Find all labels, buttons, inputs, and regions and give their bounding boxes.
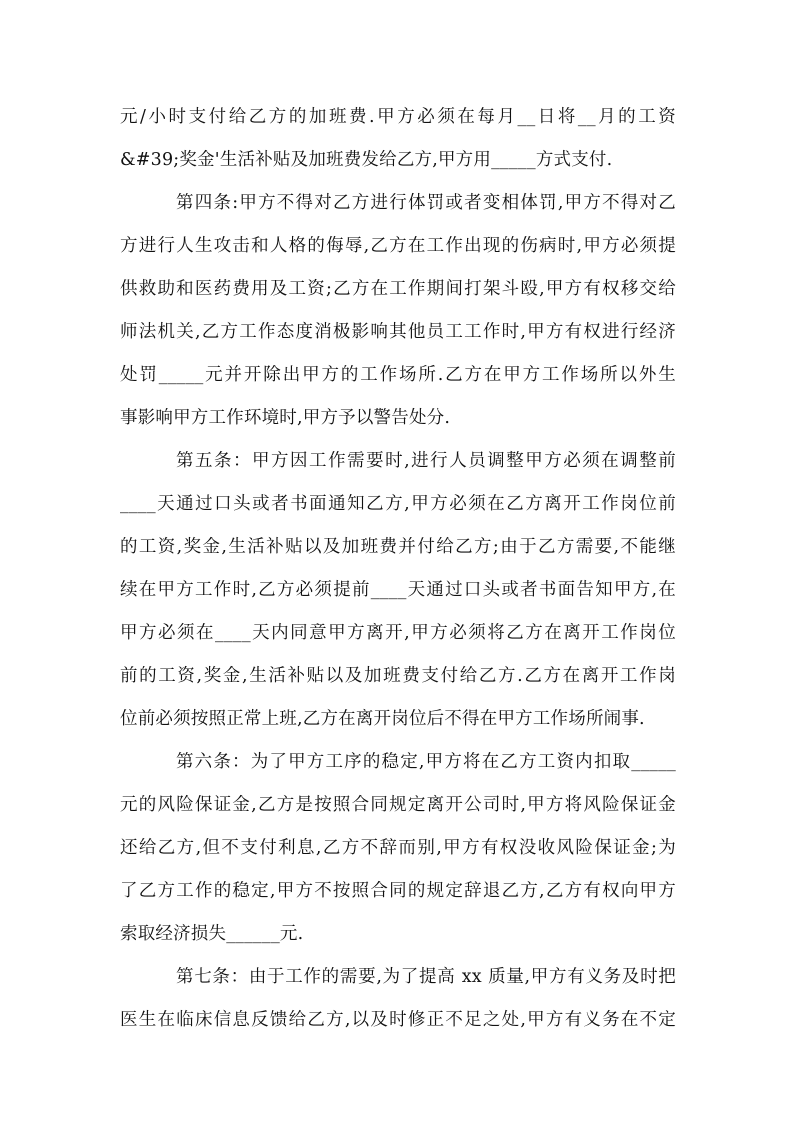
text-line: 元的风险保证金,乙方是按照合同规定离开公司时,甲方将风险保证金 xyxy=(120,795,676,815)
text-line: ____天通过口头或者书面通知乙方,甲方必须在乙方离开工作岗位前 xyxy=(120,494,676,514)
text-line: 位前必须按照正常上班,乙方在离开岗位后不得在甲方工作场所闹事. xyxy=(120,709,645,729)
text-line: 还给乙方,但不支付利息,乙方不辞而别,甲方有权没收风险保证金;为 xyxy=(120,838,676,858)
article-6-heading-line: 第六条：为了甲方工序的稳定,甲方将在乙方工资内扣取_____ xyxy=(176,752,676,772)
article-4-heading-line: 第四条:甲方不得对乙方进行体罚或者变相体罚,甲方不得对乙 xyxy=(176,193,676,213)
text-line: 元/小时支付给乙方的加班费.甲方必须在每月__日将__月的工资 xyxy=(120,107,676,127)
text-line: 前的工资,奖金,生活补贴以及加班费支付给乙方.乙方在离开工作岗 xyxy=(120,666,676,686)
text-line: 事影响甲方工作环境时,甲方予以警告处分. xyxy=(120,408,451,428)
text-line: &#39;奖金'生活补贴及加班费发给乙方,甲方用_____方式支付. xyxy=(120,150,613,170)
text-line: 师法机关,乙方工作态度消极影响其他员工工作时,甲方有权进行经济 xyxy=(120,322,676,342)
text-line: 方进行人生攻击和人格的侮辱,乙方在工作出现的伤病时,甲方必须提 xyxy=(120,236,676,256)
text-line: 的工资,奖金,生活补贴以及加班费并付给乙方;由于乙方需要,不能继 xyxy=(120,537,676,557)
text-line: 索取经济损失______元. xyxy=(120,924,304,944)
text-line: 供救助和医药费用及工资;乙方在工作期间打架斗殴,甲方有权移交给 xyxy=(120,279,676,299)
text-line: 甲方必须在____天内同意甲方离开,甲方必须将乙方在离开工作岗位 xyxy=(120,623,676,643)
text-line: 医生在临床信息反馈给乙方,以及时修正不足之处,甲方有义务在不定 xyxy=(120,1010,676,1030)
text-line: 了乙方工作的稳定,甲方不按照合同的规定辞退乙方,乙方有权向甲方 xyxy=(120,881,676,901)
article-7-heading-line: 第七条：由于工作的需要,为了提高 xx 质量,甲方有义务及时把 xyxy=(176,967,676,987)
text-line: 处罚_____元并开除出甲方的工作场所.乙方在甲方工作场所以外生 xyxy=(120,365,676,385)
text-line: 续在甲方工作时,乙方必须提前____天通过口头或者书面告知甲方,在 xyxy=(120,580,676,600)
article-5-heading-line: 第五条：甲方因工作需要时,进行人员调整甲方必须在调整前 xyxy=(176,451,676,471)
